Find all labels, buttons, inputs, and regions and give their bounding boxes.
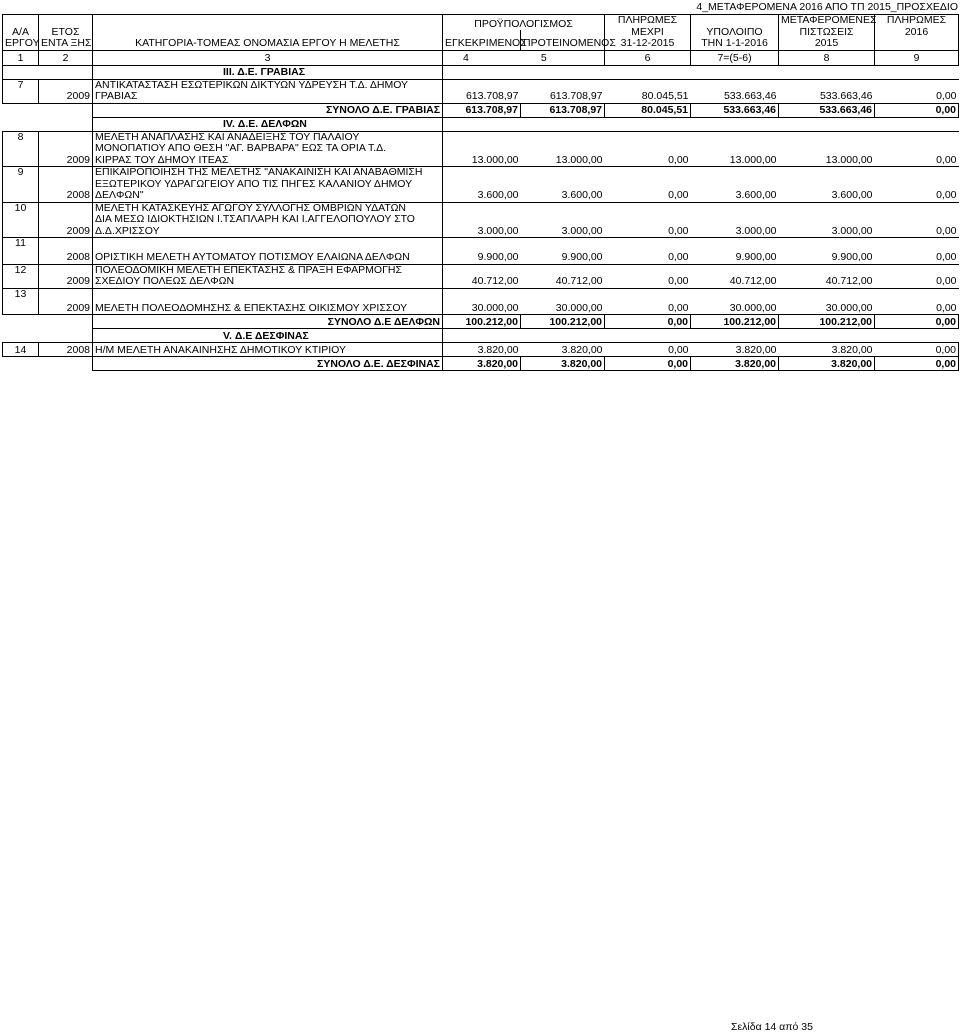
cell-paid-2016: 0,00 [875, 343, 959, 357]
cell-transferred: 30.000,00 [779, 303, 875, 315]
cell-transferred: 9.900,00 [779, 252, 875, 264]
row-year: 2009 [39, 303, 93, 315]
section-header-desfinas [3, 329, 959, 343]
cell-proposed: 3.600,00 [521, 190, 605, 202]
row-aa: 11 [3, 238, 39, 253]
header-aa: Α/Α ΕΡΓΟΥ [3, 15, 39, 51]
row-title-line: ΕΞΩΤΕΡΙΚΟΥ ΥΔΡΑΓΩΓΕΙΟΥ ΑΠΟ ΤΙΣ ΠΗΓΕΣ ΚΑΛΑΝΙΟΥ ΔΗΜΟΥ [93, 179, 443, 191]
cell-approved: 3.600,00 [443, 190, 521, 202]
cell-approved: 3.000,00 [443, 226, 521, 238]
cell-proposed: 9.900,00 [521, 252, 605, 264]
cell-paid-2016: 0,00 [875, 252, 959, 264]
total-approved: 3.820,00 [443, 357, 521, 371]
total-paid: 80.045,51 [605, 103, 691, 117]
table-row [3, 303, 959, 315]
total-remaining: 3.820,00 [691, 357, 779, 371]
row-title-line: ΕΠΙΚΑΙΡΟΠΟΙΗΣΗ ΤΗΣ ΜΕΛΕΤΗΣ "ΑΝΑΚΑΙΝΙΣΗ ΚΑΙ ΑΝΑΒΑΘΜΙΣΗ [93, 167, 443, 179]
total-paid-2016: 0,00 [875, 103, 959, 117]
row-year: 2008 [39, 190, 93, 202]
row-year: 2009 [39, 91, 93, 103]
row-title-line: Η/Μ ΜΕΛΕΤΗ ΑΝΑΚΑΙΝΗΣΗΣ ΔΗΜΟΤΙΚΟΥ ΚΤΙΡΙΟΥ [93, 343, 443, 357]
total-paid: 0,00 [605, 357, 691, 371]
cell-remaining: 3.600,00 [691, 190, 779, 202]
table-row [3, 143, 959, 155]
total-proposed: 3.820,00 [521, 357, 605, 371]
total-label: ΣΥΝΟΛΟ Δ.Ε ΔΕΛΦΩΝ [93, 315, 443, 329]
cell-approved: 13.000,00 [443, 155, 521, 167]
cell-approved: 40.712,00 [443, 276, 521, 288]
cell-paid: 0,00 [605, 226, 691, 238]
row-aa: 10 [3, 202, 39, 214]
row-aa: 14 [3, 343, 39, 357]
cell-remaining: 533.663,46 [691, 91, 779, 103]
table-row [3, 226, 959, 238]
section-title: ΙΙΙ. Δ.Ε. ΓΡΑΒΙΑΣ [93, 65, 443, 79]
cell-proposed: 30.000,00 [521, 303, 605, 315]
total-label: ΣΥΝΟΛΟ Δ.Ε. ΓΡΑΒΙΑΣ [93, 103, 443, 117]
cell-paid-2016: 0,00 [875, 276, 959, 288]
colnum-1: 1 [3, 50, 39, 65]
colnum-4: 4 5 [443, 50, 605, 65]
cell-remaining: 3.820,00 [691, 343, 779, 357]
total-proposed: 100.212,00 [521, 315, 605, 329]
colnum-7: 7=(5-6) [691, 50, 779, 65]
total-remaining: 100.212,00 [691, 315, 779, 329]
table-row [3, 190, 959, 202]
row-title-line: ΠΟΛΕΟΔΟΜΙΚΗ ΜΕΛΕΤΗ ΕΠΕΚΤΑΣΗΣ & ΠΡΑΞΗ ΕΦΑΡΜΟΓΗΣ [93, 264, 443, 276]
row-title-line: ΔΕΛΦΩΝ" [93, 190, 443, 202]
section-title: V. Δ.Ε ΔΕΣΦΙΝΑΣ [93, 329, 443, 343]
cell-paid-2016: 0,00 [875, 91, 959, 103]
total-approved: 100.212,00 [443, 315, 521, 329]
total-transferred: 3.820,00 [779, 357, 875, 371]
header-approved: ΕΓΚΕΚΡΙΜΕΝΟΣ [443, 30, 521, 50]
page-number: Σελίδα 14 από 35 [731, 1021, 813, 1033]
cell-remaining: 3.000,00 [691, 226, 779, 238]
row-aa: 13 [3, 288, 39, 303]
cell-transferred: 3.600,00 [779, 190, 875, 202]
cell-transferred: 40.712,00 [779, 276, 875, 288]
cell-remaining: 30.000,00 [691, 303, 779, 315]
cell-paid-2016: 0,00 [875, 155, 959, 167]
row-title-line: ΣΧΕΔΙΟΥ ΠΟΛΕΩΣ ΔΕΛΦΩΝ [93, 276, 443, 288]
colnum-9: 9 [875, 50, 959, 65]
header-category: ΚΑΤΗΓΟΡΙΑ-ΤΟΜΕΑΣ ΟΝΟΜΑΣΙΑ ΕΡΓΟΥ Η ΜΕΛΕΤΗΣ [93, 15, 443, 51]
total-transferred: 100.212,00 [779, 315, 875, 329]
cell-paid: 80.045,51 [605, 91, 691, 103]
header-budget: ΠΡΟΫΠΟΛΟΓΙΣΜΟΣ [443, 15, 605, 31]
cell-paid-2016: 0,00 [875, 190, 959, 202]
row-year: 2009 [39, 276, 93, 288]
cell-approved: 3.820,00 [443, 343, 521, 357]
row-aa: 7 [3, 79, 39, 91]
row-title-line: ΓΡΑΒΙΑΣ [93, 91, 443, 103]
cell-transferred: 533.663,46 [779, 91, 875, 103]
cell-approved: 30.000,00 [443, 303, 521, 315]
cell-approved: 9.900,00 [443, 252, 521, 264]
cell-proposed: 40.712,00 [521, 276, 605, 288]
cell-proposed: 613.708,97 [521, 91, 605, 103]
total-approved: 613.708,97 [443, 103, 521, 117]
total-remaining: 533.663,46 [691, 103, 779, 117]
cell-approved: 613.708,97 [443, 91, 521, 103]
total-proposed: 613.708,97 [521, 103, 605, 117]
colnum-2: 2 [39, 50, 93, 65]
row-title-line: ΜΕΛΕΤΗ ΚΑΤΑΣΚΕΥΗΣ ΑΓΩΓΟΥ ΣΥΛΛΟΓΗΣ ΟΜΒΡΙΩΝ ΥΔΑΤΩΝ [93, 202, 443, 214]
cell-paid: 0,00 [605, 303, 691, 315]
row-title-line: ΜΟΝΟΠΑΤΙΟΥ ΑΠΟ ΘΕΣΗ "ΑΓ. ΒΑΡΒΑΡΑ" ΕΩΣ ΤΑ ΟΡΙΑ Τ.Δ. [93, 143, 443, 155]
cell-remaining: 13.000,00 [691, 155, 779, 167]
total-label: ΣΥΝΟΛΟ Δ.Ε. ΔΕΣΦΙΝΑΣ [93, 357, 443, 371]
header-paid-2016: ΠΛΗΡΩΜΕΣ 2016 [875, 15, 959, 51]
row-aa: 8 [3, 131, 39, 143]
colnum-8: 8 [779, 50, 875, 65]
section-header-gravias [3, 65, 959, 79]
cell-paid-2016: 0,00 [875, 226, 959, 238]
table-row [3, 214, 959, 226]
total-paid: 0,00 [605, 315, 691, 329]
row-title-line: Δ.Δ.ΧΡΙΣΣΟΥ [93, 226, 443, 238]
column-numbers-row [3, 50, 959, 65]
cell-paid: 0,00 [605, 252, 691, 264]
header-remaining: ΥΠΟΛΟΙΠΟ ΤΗΝ 1-1-2016 [691, 15, 779, 51]
cell-proposed: 3.000,00 [521, 226, 605, 238]
section-header-delfon [3, 117, 959, 131]
row-title-line: ΟΡΙΣΤΙΚΗ ΜΕΛΕΤΗ ΑΥΤΟΜΑΤΟΥ ΠΟΤΙΣΜΟΥ ΕΛΑΙΩΝΑ ΔΕΛΦΩΝ [93, 252, 443, 264]
row-year: 2009 [39, 226, 93, 238]
cell-remaining: 40.712,00 [691, 276, 779, 288]
total-paid-2016: 0,00 [875, 315, 959, 329]
row-title-line: ΜΕΛΕΤΗ ΠΟΛΕΟΔΟΜΗΣΗΣ & ΕΠΕΚΤΑΣΗΣ ΟΙΚΙΣΜΟΥ ΧΡΙΣΣΟΥ [93, 303, 443, 315]
row-year: 2008 [39, 343, 93, 357]
row-aa: 9 [3, 167, 39, 179]
cell-paid: 0,00 [605, 276, 691, 288]
row-title-line: ΚΙΡΡΑΣ ΤΟΥ ΔΗΜΟΥ ΙΤΕΑΣ [93, 155, 443, 167]
cell-paid-2016: 0,00 [875, 303, 959, 315]
header-year: ΕΤΟΣ ΕΝΤΑ ΞΗΣ [39, 15, 93, 51]
table-row [3, 238, 959, 253]
projects-table [2, 14, 959, 371]
table-row [3, 252, 959, 264]
colnum-6: 6 [605, 50, 691, 65]
total-row-delfon [3, 315, 959, 329]
header-proposed: ΠΡΟΤΕΙΝΟΜΕΝΟΣ [521, 30, 605, 50]
cell-transferred: 3.820,00 [779, 343, 875, 357]
document-title: 4_ΜΕΤΑΦΕΡΟΜΕΝΑ 2016 ΑΠΟ ΤΠ 2015_ΠΡΟΣΧΕΔΙΟ [696, 1, 958, 13]
total-row-desfinas [3, 357, 959, 371]
row-title-line: ΜΕΛΕΤΗ ΑΝΑΠΛΑΣΗΣ ΚΑΙ ΑΝΑΔΕΙΞΗΣ ΤΟΥ ΠΑΛΑΙΟΥ [93, 131, 443, 143]
row-title-line: ΑΝΤΙΚΑΤΑΣΤΑΣΗ ΕΣΩΤΕΡΙΚΩΝ ΔΙΚΤΥΩΝ ΥΔΡΕΥΣΗ Τ.Δ. ΔΗΜΟΥ [93, 79, 443, 91]
header-transferred: ΜΕΤΑΦΕΡΟΜΕΝΕΣ ΠΙΣΤΩΣΕΙΣ 2015 [779, 15, 875, 51]
total-row-gravias [3, 103, 959, 117]
cell-paid: 0,00 [605, 343, 691, 357]
cell-transferred: 13.000,00 [779, 155, 875, 167]
header-row-1 [3, 15, 959, 31]
row-year: 2008 [39, 252, 93, 264]
table-row [3, 167, 959, 179]
cell-proposed: 13.000,00 [521, 155, 605, 167]
row-aa: 12 [3, 264, 39, 276]
row-year: 2009 [39, 155, 93, 167]
row-title-line: ΔΙΑ ΜΕΣΩ ΙΔΙΟΚΤΗΣΙΩΝ Ι.ΤΣΑΠΛΑΡΗ ΚΑΙ Ι.ΑΓΓΕΛΟΠΟΥΛΟΥ ΣΤΟ [93, 214, 443, 226]
section-title: ΙV. Δ.Ε. ΔΕΛΦΩΝ [93, 117, 443, 131]
table-row [3, 288, 959, 303]
cell-paid: 0,00 [605, 190, 691, 202]
table-row [3, 343, 959, 357]
total-transferred: 533.663,46 [779, 103, 875, 117]
colnum-3: 3 [93, 50, 443, 65]
cell-remaining: 9.900,00 [691, 252, 779, 264]
cell-paid: 0,00 [605, 155, 691, 167]
cell-transferred: 3.000,00 [779, 226, 875, 238]
cell-proposed: 3.820,00 [521, 343, 605, 357]
table-row [3, 91, 959, 103]
header-paid: ΠΛΗΡΩΜΕΣ ΜΕΧΡΙ 31-12-2015 [605, 15, 691, 51]
total-paid-2016: 0,00 [875, 357, 959, 371]
table-row [3, 155, 959, 167]
table-row [3, 276, 959, 288]
